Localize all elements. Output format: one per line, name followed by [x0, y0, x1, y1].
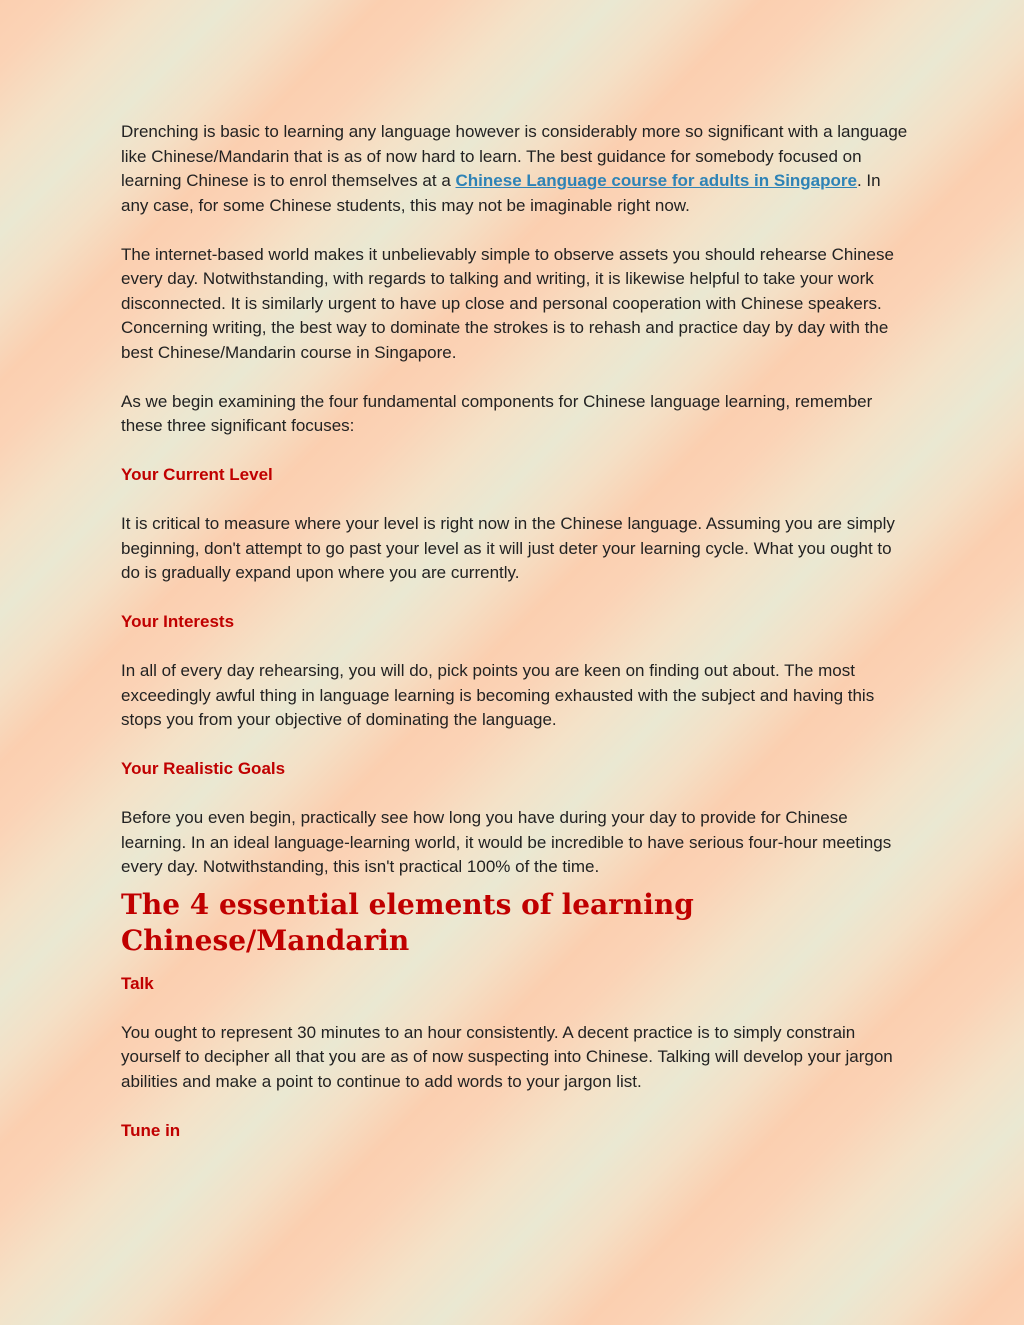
intro-text-before-link: Drenching is basic to learning any language however is considerably more so significant with a language like Chinese/Mandarin that is as of now hard to learn. The best guidance for somebody focused on learning Chinese is to enrol themselves at a [121, 122, 908, 190]
element-body-talk: You ought to represent 30 minutes to an hour consistently. A decent practice is to simply constrain yourself to decipher all that you are as of now suspecting into Chinese. Talking will develop your jargon abilities and make a point to continue to add words to your jargon list. [121, 1022, 893, 1091]
section-body-current-level: It is critical to measure where your level is right now in the Chinese language. Assuming you are simply beginning, don't attempt to go past your level as it will just deter your learning cycle. What you ought to do is gradually expand upon where you are currently. [121, 514, 895, 582]
main-heading: The 4 essential elements of learning Chinese/Mandarin [121, 887, 694, 957]
chinese-course-link[interactable]: Chinese Language course for adults in Singapore [455, 171, 857, 190]
section-heading-realistic-goals: Your Realistic Goals [121, 759, 286, 778]
document-body [121, 120, 911, 1168]
section-heading-interests: Your Interests [121, 612, 235, 631]
element-heading-tune-in: Tune in [121, 1120, 181, 1140]
section-heading-current-level: Your Current Level [121, 465, 273, 484]
element-heading-talk: Talk [121, 973, 154, 993]
section-body-realistic-goals: Before you even begin, practically see how long you have during your day to provide for Chinese learning. In an ideal language-learning world, it would be incredible to have serious four-hour meetings every day. Notwithstanding, this isn't practical 100% of the time. [121, 808, 892, 876]
intro-paragraph [121, 120, 911, 218]
online-practice-paragraph: The internet-based world makes it unbelievably simple to observe assets you should rehearse Chinese every day. Notwithstanding, with regards to talking and writing, it is likewise helpful to take your work disconnected. It is similarly urgent to have up close and personal cooperation with Chinese speakers. Concerning writing, the best way to dominate the strokes is to rehash and practice day by day with the best Chinese/Mandarin course in Singapore. [121, 244, 894, 362]
section-body-interests: In all of every day rehearsing, you will do, pick points you are keen on finding out about. The most exceedingly awful thing in language learning is becoming exhausted with the subject and having this stops you from your objective of dominating the language. [121, 661, 875, 729]
intro-text-after-link: . In any case, for some Chinese students, this may not be imaginable right now. [121, 171, 881, 215]
focuses-paragraph: As we begin examining the four fundamental components for Chinese language learning, remember these three significant focuses: [121, 391, 873, 435]
